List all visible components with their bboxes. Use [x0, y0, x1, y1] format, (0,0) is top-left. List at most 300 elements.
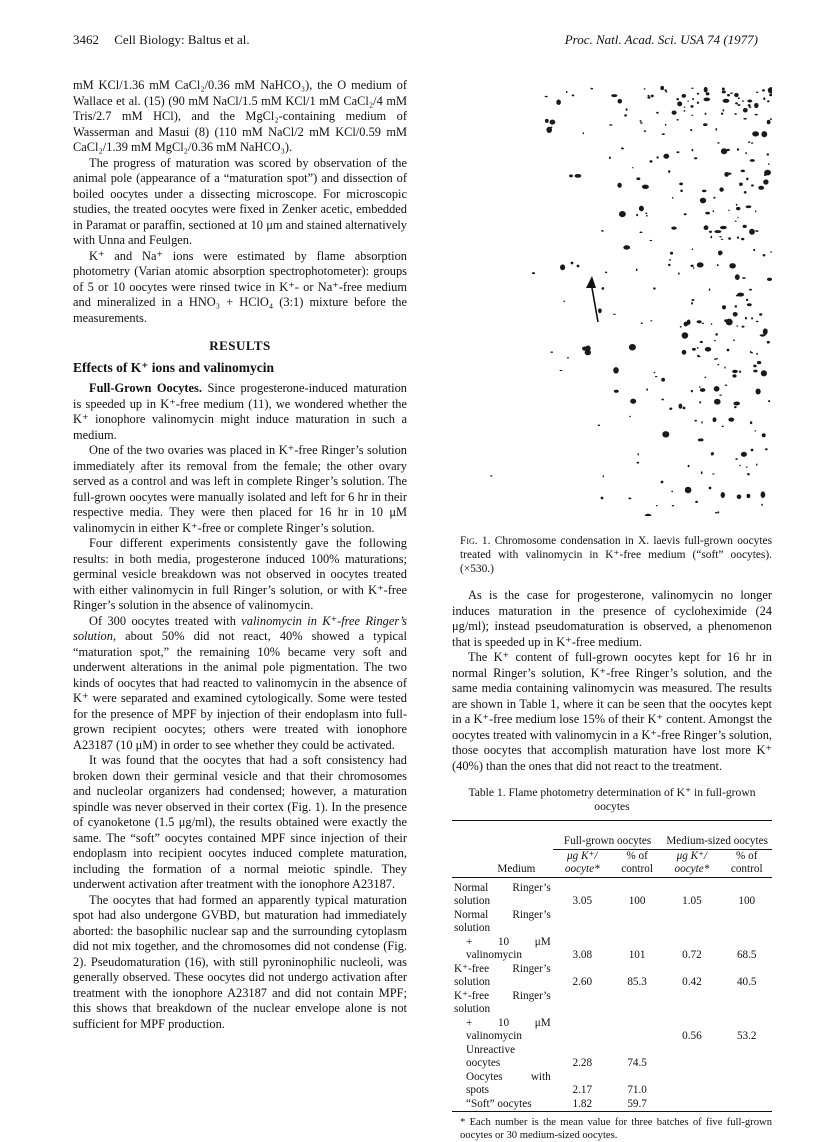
chromosome-dot — [754, 103, 758, 108]
chromosome-dot — [717, 264, 719, 266]
chromosome-dot — [733, 312, 738, 317]
chromosome-dot — [739, 371, 741, 373]
chromosome-dot — [609, 124, 612, 125]
chromosome-dot — [602, 287, 604, 290]
chromosome-dot — [762, 433, 766, 437]
chromosome-dot — [742, 326, 745, 328]
chromosome-dot — [654, 372, 656, 374]
table-footnote: * Each number is the mean value for three batches of five full-grown oocytes or 30 medium-sized oocytes. — [460, 1117, 772, 1141]
chromosome-dot — [691, 390, 693, 393]
chromosome-dot — [709, 288, 710, 291]
chromosome-dot — [735, 305, 738, 307]
cell-ms-ug — [662, 909, 721, 936]
chromosome-dot — [712, 473, 714, 474]
chromosome-dot — [743, 118, 746, 120]
chromosome-dot — [676, 98, 679, 100]
chromosome-dot — [688, 465, 690, 468]
arrow-shaft — [592, 288, 598, 322]
chromosome-dot — [640, 122, 643, 123]
chromosome-dot — [676, 119, 678, 121]
paragraph-text: , about 50% did not react, 40% showed a typical “maturation spot,” the remaining 10% became very soft and underwent alterations in the animal pole pigmentation. The two kinds of oocytes that had reacted to valinomycin in the absence of K⁺ were separated and examined cytologically. Some were tested for the presence of MPF by injection of their endoplasm into full-grown recipient oocytes; others were treated with ionophore A23187 (10 μM) in order to see whether they could be activated. — [73, 629, 407, 752]
chromosome-dot — [545, 96, 548, 98]
chromosome-dot — [692, 348, 696, 351]
cell-fg-ug: 1.82 — [572, 1097, 593, 1110]
chromosome-dot — [662, 133, 665, 135]
chromosome-dot — [663, 154, 669, 159]
chromosome-dot — [701, 471, 703, 474]
chromosome-dot — [743, 225, 747, 228]
chromosome-dot — [490, 475, 492, 476]
chromosome-dot — [741, 238, 744, 241]
chromosome-dot — [737, 148, 739, 150]
chromosome-dot — [710, 236, 712, 239]
chromosome-dot — [763, 328, 768, 335]
cell-ms-ug: 0.42 — [682, 976, 702, 988]
cell-ms-pct — [721, 1098, 772, 1112]
chromosome-dot — [732, 370, 738, 373]
chromosome-dot — [747, 473, 750, 475]
chromosome-dot — [761, 504, 763, 506]
chromosome-dot — [692, 149, 694, 152]
chromosome-dot — [623, 245, 630, 249]
chromosome-dot — [661, 481, 664, 484]
chromosome-dot — [715, 333, 717, 336]
chromosome-dot — [702, 190, 707, 193]
paragraph: mM KCl/1.36 mM CaCl₂/0.36 mM NaHCO₃), the O medium of Wallace et al. (15) (90 mM NaCl/1.5 mM KCl/1 mM CaCl₂/4 mM Tris/2.7 mM HCl), and the MgCl₂-containing medium of Wasserman and Masui (8) (110 mM NaCl/2 mM KCl/0.59 mM CaCl₂/1.39 mM MgCl₂/0.36 mM NaHCO₃). — [73, 78, 407, 154]
cell-ms-pct: 53.2 — [736, 1030, 757, 1042]
chromosome-dot — [753, 365, 756, 368]
chromosome-dot — [738, 97, 740, 99]
chromosome-dot — [755, 230, 758, 232]
chromosome-dot — [728, 418, 734, 422]
chromosome-dot — [679, 183, 683, 186]
chromosome-dot — [750, 351, 752, 354]
chromosome-dot — [763, 179, 768, 184]
row-label: + 10 μM valinomycin — [466, 1016, 551, 1042]
chromosome-dot — [751, 184, 754, 186]
paragraph: The oocytes that had formed an apparently typical maturation spot had also undergone GVBD, but maturation had immediately aborted: the basophilic nuclear sap and the surrounding cytoplasm did not mix together, and the chromosomes did not condense (Fig. 2). Pseudomaturation (16), with still pyroninophilic nucleoli, was generally observed. These oocytes did not undergo activation after treatment with the ionophore A23187 and did not contain MPF; this shows that breakdown of the nuclear envelope alone is not sufficient for MPF production. — [73, 892, 407, 1031]
chromosome-dots — [490, 86, 772, 516]
chromosome-dot — [700, 388, 706, 392]
chromosome-dot — [698, 438, 704, 441]
chromosome-dot — [736, 207, 740, 210]
chromosome-dot — [687, 320, 691, 325]
chromosome-dot — [682, 332, 689, 338]
chromosome-dot — [755, 114, 758, 116]
chromosome-dot — [751, 449, 754, 452]
chromosome-dot — [704, 98, 711, 102]
chromosome-dot — [703, 123, 708, 126]
chromosome-dot — [757, 361, 761, 364]
chromosome-dot — [769, 94, 772, 96]
table-row — [452, 877, 772, 909]
chromosome-dot — [678, 272, 680, 274]
chromosome-dot — [727, 349, 730, 352]
paragraph: One of the two ovaries was placed in K⁺-free Ringer’s solution immediately after its removal from the female; the other ovary served as a control and was left in complete Ringer’s solution. The full-grown oocytes were manually isolated and left for 6 hr in their respective media. They were then placed for 16 hr in 10 μM valinomycin in either K⁺-free or complete Ringer’s solution. — [73, 443, 407, 535]
chromosome-dot — [705, 113, 707, 115]
chromosome-dot — [690, 129, 692, 131]
chromosome-dot — [727, 94, 730, 96]
chromosome-dot — [693, 267, 695, 269]
chromosome-dot — [741, 452, 747, 457]
chromosome-dot — [646, 388, 648, 391]
chromosome-dot — [724, 319, 727, 322]
chromosome-dot — [647, 96, 650, 98]
chromosome-dot — [695, 501, 698, 503]
chromosome-dot — [728, 237, 731, 240]
chromosome-dot — [753, 249, 755, 251]
cell-fg-ug: 3.08 — [572, 949, 593, 961]
chromosome-dot — [758, 186, 764, 190]
chromosome-micrograph-image — [452, 78, 772, 516]
chromosome-dot — [700, 198, 706, 204]
chromosome-dot — [692, 98, 694, 100]
chromosome-dot — [765, 448, 768, 450]
chromosome-dot — [742, 100, 744, 102]
chromosome-dot — [550, 352, 553, 353]
cell-fg-pct: 100 — [628, 895, 646, 907]
cell-ms-pct — [721, 909, 772, 936]
paragraph-text: Of 300 oocytes treated with — [89, 613, 242, 628]
chromosome-dot — [697, 101, 699, 104]
chromosome-dot — [662, 431, 669, 437]
chromosome-dot — [748, 104, 751, 106]
cell-fg-ug: 2.17 — [572, 1084, 593, 1096]
column-header-pct: % of control — [730, 849, 763, 875]
chromosome-dot — [692, 299, 694, 301]
chromosome-dot — [546, 127, 552, 133]
table-row — [452, 963, 772, 990]
chromosome-dot — [640, 120, 642, 122]
cell-fg-ug: 2.28 — [572, 1057, 593, 1069]
chromosome-dot — [746, 466, 748, 467]
chromosome-dot — [601, 497, 604, 500]
chromosome-dot — [735, 221, 737, 222]
chromosome-dot — [605, 272, 607, 274]
chromosome-dot — [721, 113, 723, 115]
chromosome-dot — [691, 115, 693, 116]
arrow-head-icon — [586, 276, 596, 288]
chromosome-dot — [719, 187, 723, 191]
chromosome-dot — [687, 101, 689, 102]
cell-fg-ug — [553, 1017, 612, 1044]
chromosome-dot — [717, 142, 719, 144]
cell-ms-ug: 1.05 — [682, 895, 702, 907]
paragraph: Four different experiments consistently gave the following results: in both media, progesterone induced 100% maturations; germinal vesicle breakdown was not observed in oocytes treated with either valinomycin in full Ringer’s solution, or with K⁺-free Ringer’s solution in the absence of valinomycin. — [73, 536, 407, 612]
chromosome-dot — [655, 376, 658, 377]
chromosome-dot — [714, 230, 721, 233]
k-content-table — [452, 820, 772, 1112]
chromosome-dot — [583, 132, 584, 134]
chromosome-dot — [763, 97, 765, 100]
chromosome-dot — [762, 89, 765, 91]
chromosome-dot — [735, 102, 738, 104]
chromosome-dot — [755, 430, 757, 431]
chromosome-dot — [636, 462, 639, 464]
chromosome-dot — [732, 374, 736, 377]
chromosome-dot — [755, 210, 756, 212]
chromosome-dot — [657, 156, 659, 159]
table-row — [452, 1017, 772, 1044]
chromosome-dot — [705, 347, 711, 352]
chromosome-dot — [715, 358, 718, 359]
chromosome-dot — [665, 124, 667, 126]
cell-ms-ug — [662, 990, 721, 1017]
chromosome-dot — [644, 130, 647, 132]
chromosome-dot — [644, 88, 646, 90]
chromosome-dot — [746, 205, 752, 208]
chromosome-dot — [745, 152, 746, 154]
paragraph-text: Since progesterone-induced maturation is speeded up in K⁺-free medium (11), we wondered whether the K⁺ ionophore valinomycin might induce maturation in such a medium. — [73, 381, 407, 442]
chromosome-dot — [722, 90, 726, 93]
cell-ms-pct — [721, 1044, 772, 1071]
table-row — [452, 936, 772, 963]
chromosome-dot — [733, 402, 740, 406]
chromosome-dot — [735, 274, 740, 280]
chromosome-dot — [749, 101, 750, 102]
table-row — [452, 990, 772, 1017]
chromosome-dot — [735, 458, 738, 460]
chromosome-dot — [619, 211, 626, 217]
chromosome-dot — [609, 157, 611, 160]
chromosome-dot — [767, 278, 772, 281]
chromosome-dot — [759, 313, 762, 315]
chromosome-dot — [585, 346, 590, 352]
chromosome-dot — [680, 326, 682, 328]
chromosome-dot — [671, 491, 673, 492]
chromosome-dot — [767, 120, 771, 124]
chromosome-dot — [660, 86, 664, 91]
chromosome-dot — [629, 416, 631, 417]
chromosome-dot — [751, 142, 753, 143]
chromosome-dot — [677, 101, 682, 106]
group-header-medium-sized: Medium-sized oocytes — [662, 821, 772, 850]
chromosome-dot — [715, 512, 718, 514]
chromosome-dot — [613, 314, 616, 315]
chromosome-dot — [661, 399, 664, 401]
table-body — [452, 877, 772, 1112]
chromosome-dot — [645, 213, 647, 215]
cell-fg-pct: 71.0 — [627, 1084, 647, 1096]
chromosome-dot — [638, 453, 639, 456]
results-heading: RESULTS — [209, 338, 271, 353]
chromosome-dot — [737, 293, 744, 297]
running-header-left — [73, 32, 250, 48]
chromosome-dot — [671, 227, 676, 230]
cell-ms-pct: 100 — [738, 895, 756, 907]
cell-fg-pct — [612, 909, 662, 936]
chromosome-dot — [734, 93, 739, 97]
chromosome-dot — [701, 421, 703, 423]
chromosome-dot — [713, 197, 715, 199]
cell-ms-ug — [662, 1098, 721, 1112]
chromosome-dot — [650, 320, 652, 321]
chromosome-dot — [669, 408, 672, 410]
paragraph: The progress of maturation was scored by observation of the animal pole (appearance of a “maturation spot”) and dissection of boiled oocytes under a dissecting microscope. For microscopic studies, the treated oocytes were fixed in Zenker acetic, embedded in Paramat or paraffin, sectioned at 10 μm and stained alternatively with Unna and Feulgen. — [73, 155, 407, 247]
chromosome-dot — [767, 153, 770, 155]
row-label: Normal Ringer’s solution — [454, 881, 551, 907]
paragraph: The K⁺ content of full-grown oocytes kept for 16 hr in normal Ringer’s solution, K⁺-free Ringer’s solution, and the same media containing valinomycin was measured. The results are shown in Table 1, where it can be seen that the oocytes kept in a K⁺-free medium lose 15% of their K⁺ content. Amongst the oocytes treated with valinomycin in a K⁺-free Ringer’s solution, those oocytes that accomplish maturation have lost more K⁺ (40%) than the ones that did not react to the treatment. — [452, 650, 772, 773]
chromosome-dot — [718, 251, 723, 256]
chromosome-dot — [669, 259, 671, 260]
chromosome-dot — [622, 148, 624, 149]
chromosome-dot — [747, 303, 752, 306]
cell-fg-pct: 101 — [628, 949, 646, 961]
chromosome-dot — [563, 301, 565, 303]
chromosome-dot — [697, 320, 702, 323]
chromosome-dot — [723, 109, 725, 111]
chromosome-dot — [626, 108, 628, 111]
cell-ms-ug — [662, 1071, 721, 1098]
figure-1-micrograph — [452, 78, 772, 516]
chromosome-dot — [768, 87, 772, 93]
page-number: 3462 — [73, 32, 99, 47]
chromosome-dot — [650, 160, 653, 163]
table-title: Table 1. Flame photometry determination of K⁺ in full-grown oocytes — [468, 786, 756, 813]
row-label: + 10 μM valinomycin — [466, 935, 551, 961]
chromosome-dot — [532, 272, 535, 274]
chromosome-dot — [714, 399, 721, 405]
chromosome-dot — [697, 356, 700, 358]
chromosome-dot — [636, 214, 638, 216]
chromosome-dot — [715, 128, 717, 131]
chromosome-dot — [756, 92, 759, 93]
chromosome-dot — [739, 183, 743, 186]
chromosome-dot — [656, 505, 658, 506]
chromosome-dot — [770, 118, 772, 120]
chromosome-dot — [550, 120, 556, 125]
chromosome-dot — [724, 366, 725, 368]
chromosome-dot — [746, 178, 748, 181]
table-row — [452, 909, 772, 936]
chromosome-dot — [750, 159, 755, 162]
chromosome-dot — [711, 323, 713, 325]
cell-fg-pct — [612, 990, 662, 1017]
chromosome-dot — [709, 487, 712, 490]
cell-ms-pct — [721, 1071, 772, 1098]
chromosome-dot — [722, 305, 726, 309]
chromosome-dot — [722, 426, 724, 428]
chromosome-dot — [720, 226, 727, 229]
chromosome-dot — [718, 511, 720, 513]
chromosome-dot — [569, 174, 573, 177]
chromosome-dot — [756, 464, 757, 466]
chromosome-dot — [567, 357, 569, 358]
chromosome-dot — [684, 213, 687, 215]
chromosome-dot — [617, 183, 621, 188]
chromosome-dot — [683, 110, 685, 112]
chromosome-dot — [706, 92, 710, 95]
chromosome-dot — [648, 95, 650, 97]
chromosome-dot — [744, 191, 747, 194]
chromosome-dot — [683, 407, 686, 410]
chromosome-dot — [717, 364, 719, 366]
emphasis-text: valinomycin in K⁺-free Ringer’s solution — [73, 613, 407, 643]
table-row — [452, 1071, 772, 1098]
row-label: Unreactive oocytes — [466, 1043, 516, 1069]
chromosome-dot — [630, 399, 636, 404]
column-header-medium: Medium — [497, 863, 536, 875]
chromosome-dot — [575, 174, 582, 178]
chromosome-dot — [729, 263, 736, 268]
caption-label: Fig. 1. — [460, 535, 491, 547]
column-header-ug: μg K⁺/ oocyte* — [564, 849, 600, 875]
chromosome-dot — [714, 340, 716, 341]
chromosome-dot — [656, 112, 659, 114]
chromosome-dot — [756, 389, 761, 395]
chromosome-dot — [761, 131, 767, 137]
chromosome-dot — [572, 94, 575, 96]
chromosome-dot — [611, 94, 617, 97]
chromosome-dot — [642, 185, 649, 189]
chromosome-dot — [767, 341, 770, 344]
chromosome-dot — [679, 404, 683, 409]
chromosome-dot — [556, 100, 561, 105]
chromosome-dot — [751, 317, 753, 319]
chromosome-dot — [670, 252, 673, 255]
chromosome-dot — [649, 240, 652, 241]
running-header-right: Proc. Natl. Acad. Sci. USA 74 (1977) — [564, 32, 758, 47]
chromosome-dot — [748, 141, 750, 143]
chromosome-dot — [741, 170, 745, 173]
chromosome-dot — [734, 113, 737, 115]
chromosome-dot — [560, 264, 565, 270]
chromosome-dot — [577, 265, 580, 268]
chromosome-dot — [614, 390, 619, 393]
right-column — [452, 78, 772, 1142]
chromosome-dot — [697, 262, 704, 267]
chromosome-dot — [661, 378, 665, 382]
chromosome-dot — [684, 107, 686, 108]
chromosome-dot — [668, 170, 670, 173]
chromosome-dot — [751, 352, 752, 354]
paragraph — [73, 381, 407, 443]
chromosome-dot — [752, 131, 759, 136]
chromosome-dot — [672, 111, 677, 115]
column-header-ug: μg K⁺/ oocyte* — [674, 849, 710, 875]
chromosome-dot — [636, 177, 640, 180]
chromosome-dot — [719, 236, 722, 237]
chromosome-dot — [770, 251, 772, 252]
chromosome-dot — [711, 454, 714, 455]
chromosome-dot — [734, 406, 737, 408]
chromosome-dot — [713, 417, 717, 422]
chromosome-dot — [744, 109, 746, 111]
paragraph: As is the case for progesterone, valinomycin no longer induces maturation in the presence of cycloheximide (24 μg/ml); instead pseudomaturation is observed, a phenomenon that is speeded up in K⁺-free medium. — [452, 588, 772, 649]
chromosome-dot — [761, 491, 766, 498]
cell-fg-pct — [612, 1017, 662, 1044]
chromosome-dot — [749, 229, 755, 235]
cell-ms-ug: 0.72 — [682, 949, 702, 961]
chromosome-dot — [676, 151, 679, 153]
section-subheading: Effects of K⁺ ions and valinomycin — [73, 359, 275, 375]
row-label: “Soft” oocytes — [466, 1097, 532, 1110]
chromosome-dot — [624, 114, 627, 116]
chromosome-dot — [721, 492, 725, 498]
group-header-full-grown: Full-grown oocytes — [553, 821, 663, 850]
cell-fg-pct: 59.7 — [627, 1097, 647, 1110]
cell-ms-pct: 68.5 — [736, 949, 757, 961]
chromosome-dot — [598, 308, 602, 313]
chromosome-dot — [739, 465, 741, 466]
chromosome-dot — [618, 99, 623, 104]
chromosome-dot — [603, 475, 604, 477]
chromosome-dot — [694, 157, 697, 159]
chromosome-dot — [668, 264, 671, 266]
column-header-pct: % of control — [621, 849, 653, 875]
chromosome-dot — [723, 99, 730, 103]
chromosome-dot — [653, 287, 656, 289]
